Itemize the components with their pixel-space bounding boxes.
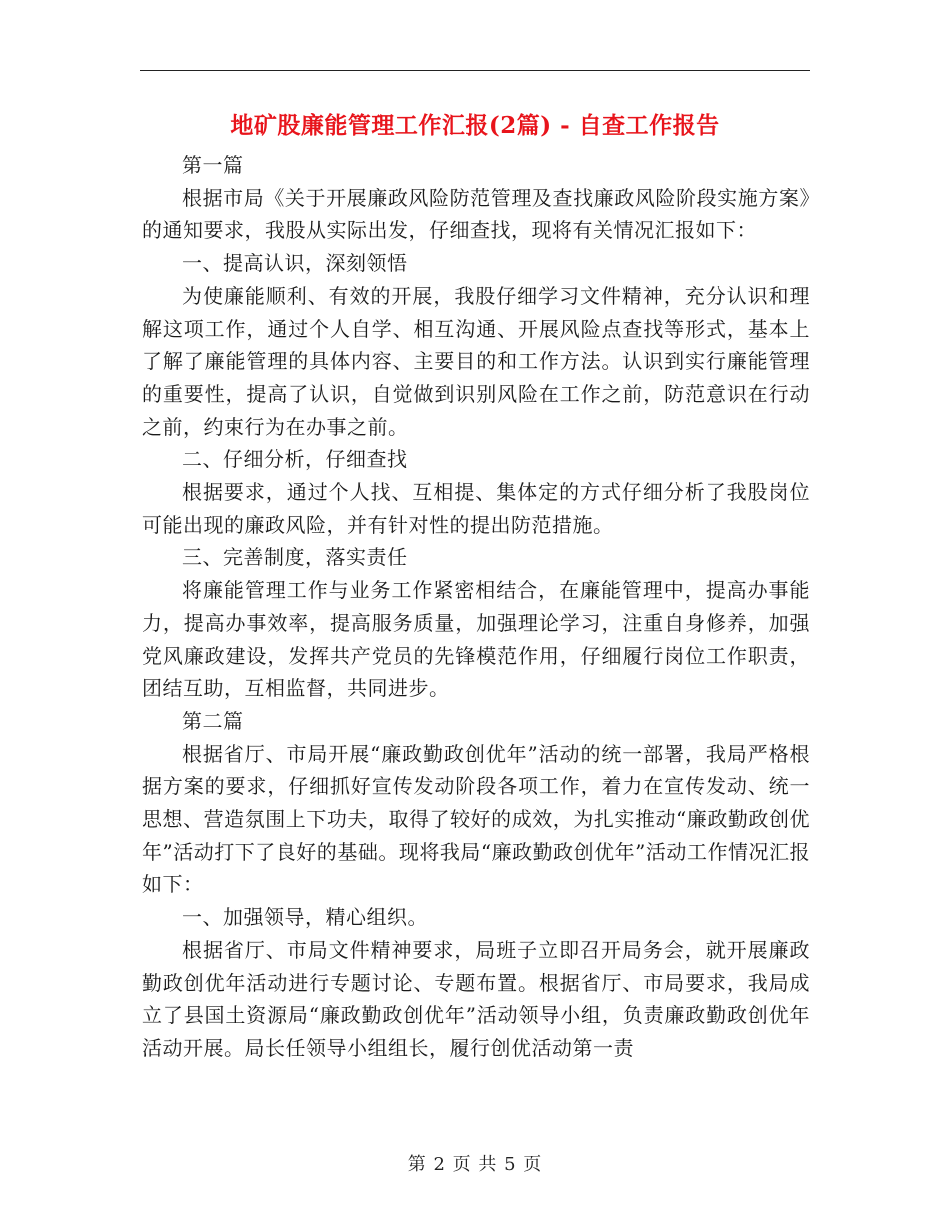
- paragraph: 为使廉能顺利、有效的开展，我股仔细学习文件精神，充分认识和理解这项工作，通过个人自学、相互沟通、开展风险点查找等形式，基本上了解了廉能管理的具体内容、主要目的和工作方法。认识到实行廉能管理的重要性，提高了认识，自觉做到识别风险在工作之前，防范意识在行动之前，约束行为在办事之前。: [142, 283, 810, 439]
- section-heading: 一、提高认识，深刻领悟: [182, 251, 408, 276]
- page-number: 第 2 页 共 5 页: [407, 1154, 543, 1175]
- paragraph: 将廉能管理工作与业务工作紧密相结合，在廉能管理中，提高办事能力，提高办事效率，提高服务质量，加强理论学习，注重自身修养，加强党风廉政建设，发挥共产党员的先锋模范作用，仔细履行岗位工作职责，团结互助，互相监督，共同进步。: [142, 578, 810, 701]
- section-heading: 一、加强领导，精心组织。: [182, 905, 428, 930]
- paragraph: 根据省厅、市局开展“廉政勤政创优年”活动的统一部署，我局严格根据方案的要求，仔细抓好宣传发动阶段各项工作，着力在宣传发动、统一思想、营造氛围上下功夫，取得了较好的成效，为扎实推动“廉政勤政创优年”活动打下了良好的基础。现将我局“廉政勤政创优年”活动工作情况汇报如下：: [142, 741, 810, 897]
- paragraph: 根据要求，通过个人找、互相提、集体定的方式仔细分析了我股岗位可能出现的廉政风险，并有针对性的提出防范措施。: [142, 480, 810, 537]
- section-heading: 二、仔细分析，仔细查找: [182, 447, 408, 472]
- document-body: [142, 149, 810, 1065]
- section-heading: 三、完善制度，落实责任: [182, 545, 408, 570]
- paragraph: 根据市局《关于开展廉政风险防范管理及查找廉政风险阶段实施方案》的通知要求，我股从实际出发，仔细查找，现将有关情况汇报如下：: [142, 185, 810, 243]
- header-rule: [140, 70, 810, 71]
- section-heading-part-two: 第二篇: [182, 708, 244, 733]
- section-heading-part-one: 第一篇: [182, 153, 244, 177]
- paragraph: 根据省厅、市局文件精神要求，局班子立即召开局务会，就开展廉政勤政创优年活动进行专题讨论、专题布置。根据省厅、市局要求，我局成立了县国土资源局“廉政勤政创优年”活动领导小组，负责廉政勤政创优年活动开展。局长任领导小组组长，履行创优活动第一责: [142, 937, 810, 1060]
- document-title: 地矿股廉能管理工作汇报(2篇) - 自查工作报告: [230, 112, 720, 139]
